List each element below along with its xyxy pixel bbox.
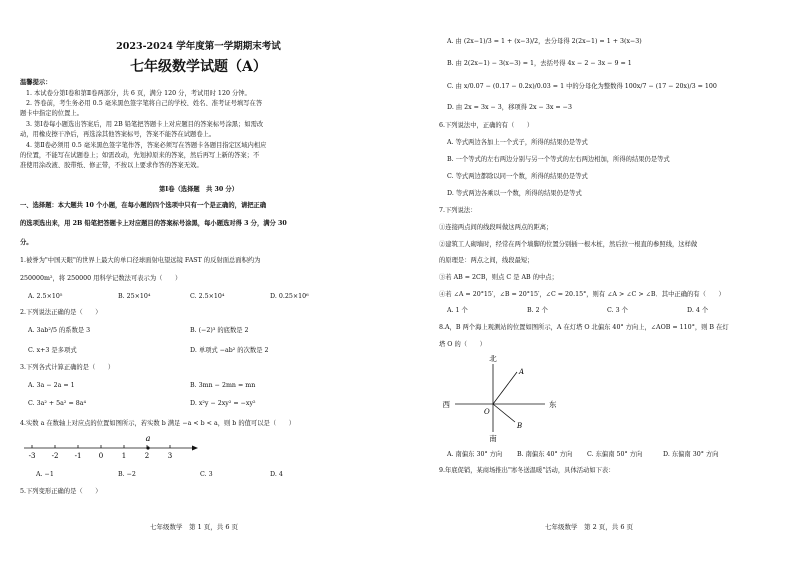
number-line-point-label: a <box>145 434 151 443</box>
ray-ob <box>493 404 515 422</box>
question-8: 8.A，B 两个海上观测站的位置如图所示，A 在灯塔 O 北偏东 40° 方向上，∠AOB = 110°，则 B 在灯 <box>439 324 729 331</box>
q5-option-c: C. 由 x/0.07 − (0.17 − 0.2x)/0.03 = 1 中的分母化为整数得 100x/7 − (17 − 20x)/3 = 100 <box>447 83 717 90</box>
question-3: 3.下列各式计算正确的是（ ） <box>20 364 115 371</box>
notice-line: 动，用橡皮擦干净后，再选涂其他答案标号，答案不能答在试题卷上。 <box>20 131 216 138</box>
notice-line: 准使用涂改液、胶带纸、修正带，不按以上要求作答的答案无效。 <box>20 162 203 169</box>
q7-option-c: C. 3 个 <box>607 307 628 314</box>
notice-line: 3. 第Ⅰ卷每小题选出答案后，用 2B 铅笔把答题卡上对应题目的答案标号涂黑；如需改 <box>26 121 264 128</box>
instruction-line: 一、选择题：本大题共 10 个小题，在每小题的四个选项中只有一个是正确的，请把正确 <box>20 202 267 209</box>
exam-subtitle: 七年级数学试题（A） <box>130 59 267 75</box>
number-line-tick-label: 2 <box>144 452 150 460</box>
west-label: 西 <box>442 400 450 409</box>
b-label: B <box>517 422 523 430</box>
q4-option-b: B. −2 <box>118 471 136 478</box>
question-1-cont: 250000m²，将 250000 用科学记数法可表示为（ ） <box>20 275 182 282</box>
q2-option-a: A. 3ab²/5 的系数是 3 <box>28 327 91 334</box>
question-7: 7.下列说法： <box>439 207 477 214</box>
question-1: 1.被誉为"中国天眼"的世界上最大的单口径球面射电望远镜 FAST 的反射面总面积约为 <box>20 257 261 264</box>
question-9: 9.年底促销，某商场推出"寒冬送温暖"活动，具体活动如下表： <box>439 467 615 474</box>
q8-option-c: C. 东偏南 50° 方向 <box>587 451 643 458</box>
question-2: 2.下列说法正确的是（ ） <box>20 309 102 316</box>
number-line-tick-label: -1 <box>74 452 82 460</box>
instruction-line: 分。 <box>20 239 33 246</box>
number-line-arrow <box>192 446 198 451</box>
north-label: 北 <box>489 354 497 363</box>
q1-option-b: B. 25×10⁴ <box>118 293 151 300</box>
q8-option-a: A. 南偏东 30° 方向 <box>447 451 503 458</box>
q2-option-d: D. 单项式 −ab² 的次数是 2 <box>190 347 269 354</box>
section-title: 第Ⅰ卷（选择题 共 30 分） <box>158 186 239 193</box>
q1-option-d: D. 0.25×10⁶ <box>270 293 309 300</box>
q7-item: ②建筑工人砌墙时，经常在两个墙脚的位置分别插一根木桩，然后拉一根直的参照线，这样做 <box>439 241 698 248</box>
notice-line: 的位置，不能写在试题卷上；如需改动，先划掉原来的答案，然后再写上新的答案；不 <box>20 152 260 159</box>
o-label: O <box>484 408 490 416</box>
ray-oa <box>493 372 517 404</box>
q7-option-a: A. 1 个 <box>447 307 468 314</box>
q7-item: ④若 ∠A = 20°15′，∠B = 20°15′，∠C = 20.15°，则有 ∠A > ∠C > ∠B．其中正确的有（ ） <box>439 291 725 298</box>
question-4: 4.实数 a 在数轴上对应点的位置如图所示，若实数 b 满足 −a < b < a，则 b 的值可以是（ ） <box>20 420 296 427</box>
q4-option-a: A. −1 <box>36 471 54 478</box>
q7-option-d: D. 4 个 <box>687 307 709 314</box>
q3-option-a: A. 3a − 2a = 1 <box>28 382 75 389</box>
question-5: 5.下列变形正确的是（ ） <box>20 488 102 495</box>
q4-option-d: D. 4 <box>270 471 283 478</box>
q1-option-c: C. 2.5×10⁴ <box>190 293 225 300</box>
number-line-tick-label: 3 <box>167 452 173 460</box>
q3-option-b: B. 3mn − 2mn = mn <box>190 382 256 389</box>
notice-heading: 温馨提示： <box>20 79 52 86</box>
south-label: 南 <box>489 434 497 443</box>
notice-line: 题卡中指定的位置上。 <box>20 110 83 117</box>
q7-option-b: B. 2 个 <box>527 307 548 314</box>
number-line-tick-label: -2 <box>51 452 59 460</box>
number-line-tick-label: 0 <box>98 452 104 460</box>
q1-option-a: A. 2.5×10⁵ <box>28 293 63 300</box>
notice-line: 1. 本试卷分第Ⅰ卷和第Ⅱ卷两部分，共 6 页，满分 120 分，考试用时 120 分钟。 <box>26 90 251 97</box>
q6-option-d: D. 等式两边各乘以一个数，所得的结果仍是等式 <box>447 190 582 197</box>
q5-option-a: A. 由 (2x−1)/3 = 1 + (x−3)/2，去分母得 2(2x−1) = 1 + 3(x−3) <box>447 38 642 45</box>
q3-option-d: D. x²y − 2xy² = −xy² <box>190 400 256 407</box>
number-line-tick-label: -3 <box>28 452 36 460</box>
number-line-tick-label: 1 <box>121 452 127 460</box>
page-2 <box>397 0 794 561</box>
page-footer: 七年级数学 第 2 页，共 6 页 <box>545 523 634 531</box>
q2-option-b: B. (−2)³ 的底数是 2 <box>190 327 249 334</box>
q5-option-d: D. 由 2x = 3x − 3，移项得 2x − 3x = −3 <box>447 104 572 111</box>
instruction-line: 的选项选出来，用 2B 铅笔把答题卡上对应题目的答案标号涂黑，每小题选对得 3 分，满分 30 <box>20 220 287 227</box>
q7-item: ③若 AB = 2CB，则点 C 是 AB 的中点； <box>439 274 558 281</box>
q7-item: ①连接两点间的线段叫做这两点的距离； <box>439 224 553 231</box>
q8-option-d: D. 东偏南 30° 方向 <box>663 451 719 458</box>
q4-option-c: C. 3 <box>200 471 213 478</box>
q2-option-c: C. x+3 是多项式 <box>28 347 77 354</box>
question-6: 6.下列说法中，正确的有（ ） <box>439 122 534 129</box>
q6-option-b: B. 一个等式的左右两边分别与另一个等式的左右两边相加，所得的结果仍是等式 <box>447 156 670 163</box>
q5-option-b: B. 由 2(2x−1) − 3(x−3) = 1，去括号得 4x − 2 − 3x − 9 = 1 <box>447 60 632 67</box>
number-line-ticks <box>29 445 173 460</box>
notice-line: 4. 第Ⅱ卷必须用 0.5 毫米黑色签字笔作答，答案必须写在答题卡各题目指定区域内相应 <box>26 142 267 149</box>
east-label: 东 <box>549 400 557 409</box>
q7-item: 的原理是：两点之间，线段最短； <box>439 257 534 264</box>
number-line-point <box>146 446 149 449</box>
q8-option-b: B. 南偏东 40° 方向 <box>517 451 573 458</box>
notice-line: 2. 答卷前，考生务必用 0.5 毫米黑色签字笔将自己的学校、姓名、准考证号填写在答 <box>26 100 263 107</box>
number-line-figure <box>20 432 200 462</box>
exam-title: 2023-2024 学年度第一学期期末考试 <box>116 41 281 52</box>
question-8-cont: 塔 O 的（ ） <box>439 341 486 348</box>
q6-option-a: A. 等式两边各加上一个式子，所得的结果仍是等式 <box>447 139 588 146</box>
a-label: A <box>519 368 525 376</box>
compass-figure <box>437 352 577 444</box>
q3-option-c: C. 3a² + 5a² = 8a⁴ <box>28 400 87 407</box>
q6-option-c: C. 等式两边都除以同一个数，所得的结果仍是等式 <box>447 173 588 180</box>
page-footer: 七年级数学 第 1 页，共 6 页 <box>150 523 239 531</box>
